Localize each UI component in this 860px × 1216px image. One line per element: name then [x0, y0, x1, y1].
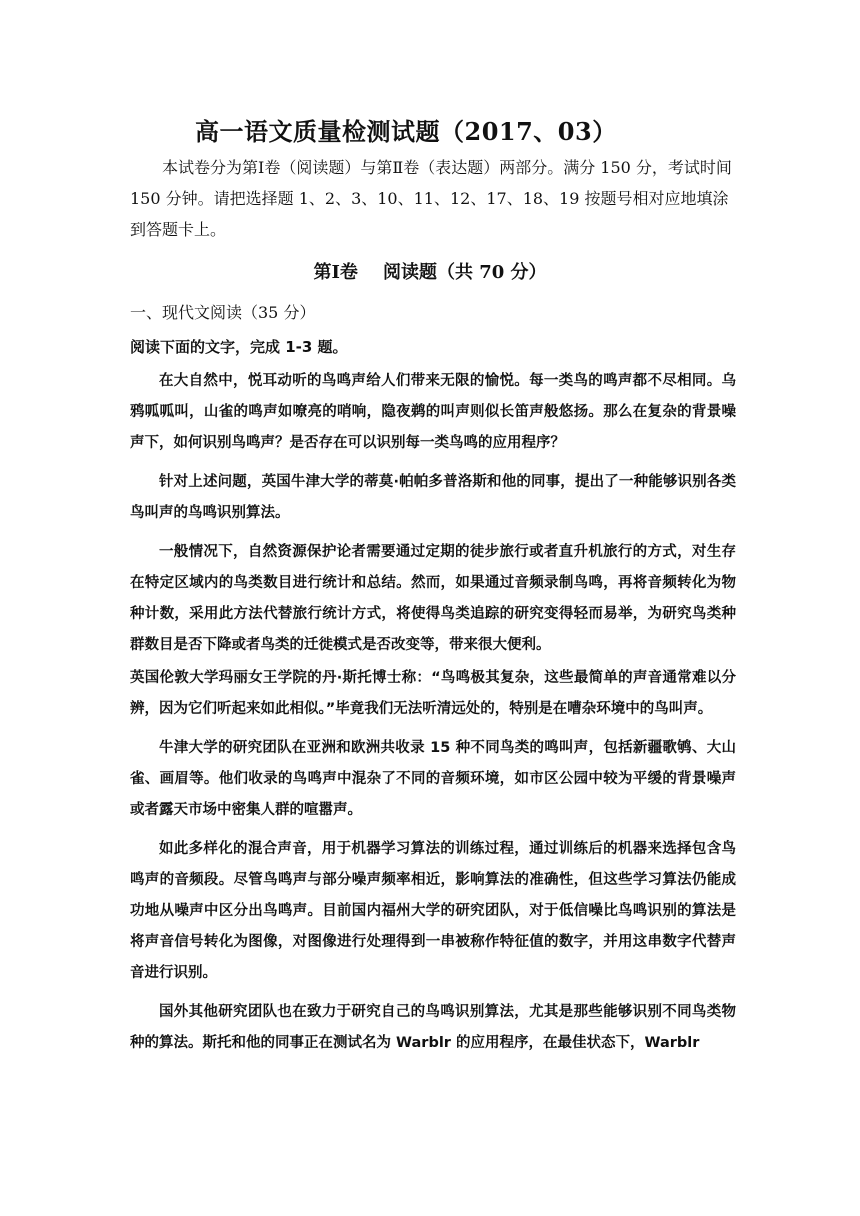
article-paragraph: 英国伦敦大学玛丽女王学院的丹·斯托博士称：“鸟鸣极其复杂，这些最简单的声音通常难以分辨，因为它们听起来如此相似。”毕竟我们无法听清远处的，特别是在嘈杂环境中的鸟叫声。: [130, 670, 736, 717]
exam-title: 高一语文质量检测试题（2017、03）: [195, 117, 617, 146]
intro-text: 本试卷分为第Ⅰ卷（阅读题）与第Ⅱ卷（表达题）两部分。满分 150 分，考试时间 150 分钟。请把选择题 1、2、3、10、11、12、17、18、19 按题号相对应地填涂到答题卡上。: [130, 158, 732, 239]
article-paragraph: 国外其他研究团队也在致力于研究自己的鸟鸣识别算法，尤其是那些能够识别不同鸟类物种的算法。斯托和他的同事正在测试名为 Warblr 的应用程序，在最佳状态下，Warblr: [130, 1004, 736, 1051]
section-title: 第Ⅰ卷 阅读题（共 70 分）: [313, 262, 547, 283]
article-paragraph: 在大自然中，悦耳动听的鸟鸣声给人们带来无限的愉悦。每一类鸟的鸣声都不尽相同。乌鸦呱呱叫，山雀的鸣声如嘹亮的哨响，隐夜鹈的叫声则似长笛声般悠扬。那么在复杂的背景噪声下，如何识别鸟鸣声？是否存在可以识别每一类鸟鸣的应用程序？: [130, 373, 736, 451]
article-body: [130, 366, 736, 1067]
exam-intro: [130, 152, 734, 245]
reading-instruction: 阅读下面的文字，完成 1-3 题。: [130, 338, 348, 356]
article-paragraph: 针对上述问题，英国牛津大学的蒂莫·帕帕多普洛斯和他的同事，提出了一种能够识别各类鸟叫声的鸟鸣识别算法。: [130, 474, 736, 521]
article-paragraph: 一般情况下，自然资源保护论者需要通过定期的徒步旅行或者直升机旅行的方式，对生存在特定区域内的鸟类数目进行统计和总结。然而，如果通过音频录制鸟鸣，再将音频转化为物种计数，采用此方法代替旅行统计方式，将使得鸟类追踪的研究变得轻而易举，为研究鸟类种群数目是否下降或者鸟类的迁徙模式是否改变等，带来很大便利。: [130, 544, 736, 653]
article-paragraph: 牛津大学的研究团队在亚洲和欧洲共收录 15 种不同鸟类的鸣叫声，包括新疆歌鸲、大山雀、画眉等。他们收录的鸟鸣声中混杂了不同的音频环境，如市区公园中较为平缓的背景噪声或者露天市场中密集人群的喧嚣声。: [130, 740, 736, 818]
article-paragraph: 如此多样化的混合声音，用于机器学习算法的训练过程，通过训练后的机器来选择包含鸟鸣声的音频段。尽管鸟鸣声与部分噪声频率相近，影响算法的准确性，但这些学习算法仍能成功地从噪声中区分出鸟鸣声。目前国内福州大学的研究团队，对于低信噪比鸟鸣识别的算法是将声音信号转化为图像，对图像进行处理得到一串被称作特征值的数字，并用这串数字代替声音进行识别。: [130, 841, 736, 981]
section-heading: 一、现代文阅读（35 分）: [130, 303, 316, 322]
